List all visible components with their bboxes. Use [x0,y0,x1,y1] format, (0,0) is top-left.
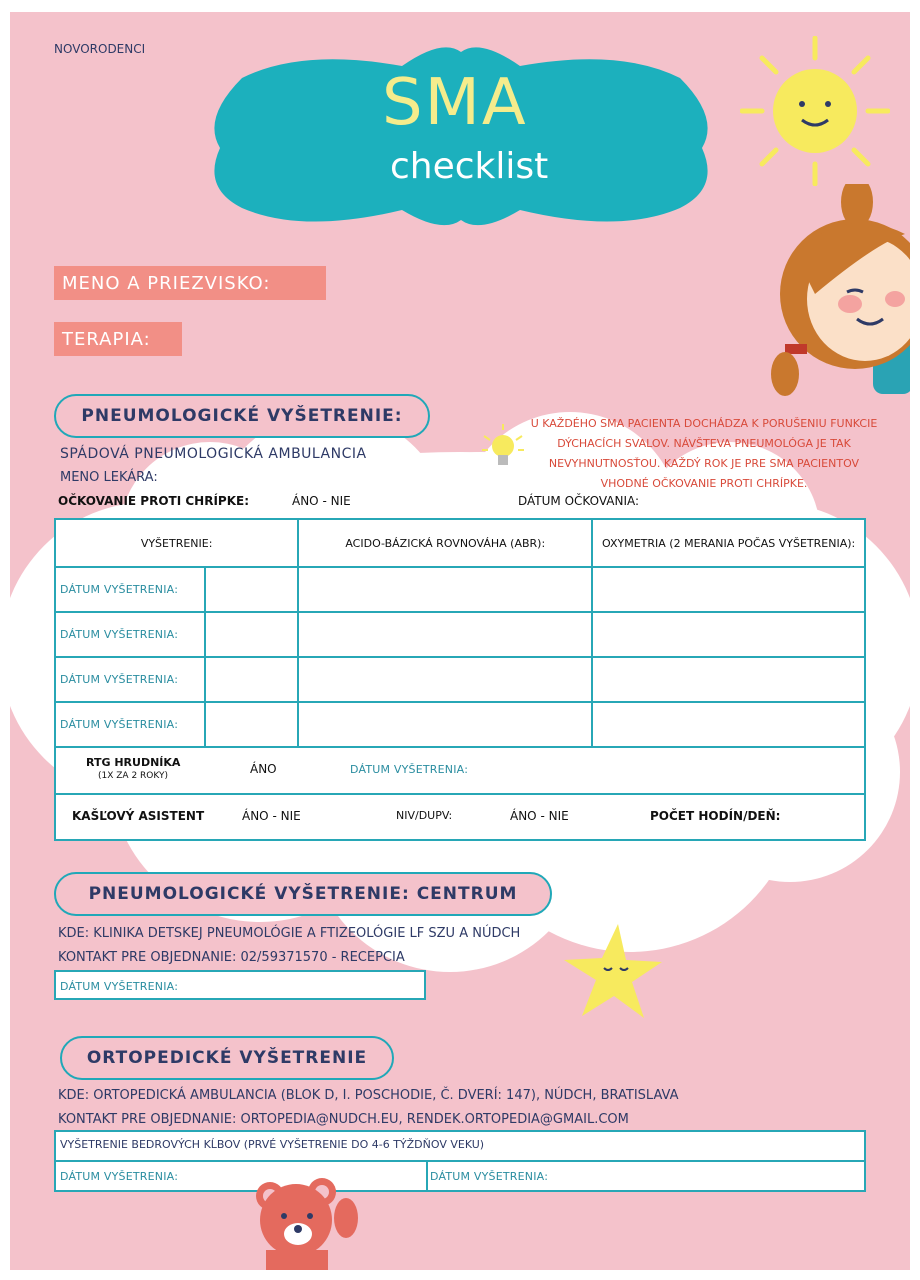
page [10,12,910,1270]
centrum-date-field[interactable] [54,970,426,1000]
row-date-cell[interactable] [205,567,298,612]
vaccine-date-label: DÁTUM OČKOVANIA: [518,494,640,508]
teddy-bear-icon [250,1178,362,1270]
patient-name-label: MENO A PRIEZVISKO: [54,266,326,300]
hours-per-day-label: POČET HODÍN/DEŇ: [650,809,781,823]
table-row [55,702,865,747]
star-icon [558,918,664,1024]
divider [426,1162,428,1192]
table-header-oxymetry: OXYMETRIA (2 MERANIA POČAS VYŠETRENIA): [592,519,865,567]
cough-assistant-label: KAŠĽOVÝ ASISTENT [72,809,205,823]
therapy-label: TERAPIA: [54,322,182,356]
row-oxymetry-cell[interactable] [592,657,865,702]
girl-illustration [755,184,910,399]
flu-vaccine-options[interactable]: ÁNO - NIE [292,494,351,508]
ortho-exam-box [54,1130,866,1192]
pneumo-exam-table [54,518,866,841]
page-subtitle: checklist [390,146,549,187]
hip-exam-label: VYŠETRENIE BEDROVÝCH KĹBOV (PRVÉ VYŠETRENIE DO 4-6 TÝŽDŇOV VEKU) [60,1138,485,1151]
row-abr-cell[interactable] [298,657,592,702]
row-date-cell[interactable] [205,702,298,747]
row-oxymetry-cell[interactable] [592,702,865,747]
table-row [55,567,865,612]
rtg-label: RTG HRUDNÍKA [86,756,181,769]
section-heading-pneumo: PNEUMOLOGICKÉ VYŠETRENIE: [54,394,430,438]
pneumo-info-note: U KAŽDÉHO SMA PACIENTA DOCHÁDZA K PORUŠENIU FUNKCIE DÝCHACÍCH SVALOV. NÁVŠTEVA PNEUMOLÓGA JE TAK NEVYHNUTNOSŤOU. KAŽDÝ ROK JE PRE SMA PACIENTOV VHODNÉ OČKOVANIE PROTI CHRÍPKE. [530,417,878,490]
niv-options[interactable]: ÁNO - NIE [510,809,569,823]
rtg-row [55,747,865,794]
row-abr-cell[interactable] [298,702,592,747]
table-row [55,612,865,657]
cough-assistant-options[interactable]: ÁNO - NIE [242,809,301,823]
page-title: SMA [382,66,528,140]
table-header-abr: ACIDO-BÁZICKÁ ROVNOVÁHA (ABR): [298,519,592,567]
centrum-location: KDE: KLINIKA DETSKEJ PNEUMOLÓGIE A FTIZEOLÓGIE LF SZU A NÚDCH [58,926,521,941]
ortho-location: KDE: ORTOPEDICKÁ AMBULANCIA (BLOK D, I. POSCHODIE, Č. DVERÍ: 147), NÚDCH, BRATISLAVA [58,1088,679,1103]
ortho-date-label-2[interactable]: DÁTUM VYŠETRENIA: [430,1170,549,1183]
rtg-date-label: DÁTUM VYŠETRENIA: [350,763,469,776]
niv-label: NIV/DUPV: [396,809,453,822]
ortho-contact: KONTAKT PRE OBJEDNANIE: ORTOPEDIA@NUDCH.EU, RENDEK.ORTOPEDIA@GMAIL.COM [58,1112,629,1127]
table-row [55,657,865,702]
centrum-contact: KONTAKT PRE OBJEDNANIE: 02/59371570 - RECEPCIA [58,950,405,965]
rtg-answer[interactable]: ÁNO [250,762,277,776]
row-oxymetry-cell[interactable] [592,567,865,612]
row-oxymetry-cell[interactable] [592,612,865,657]
row-date-cell[interactable] [205,657,298,702]
section-heading-centrum: PNEUMOLOGICKÉ VYŠETRENIE: CENTRUM [54,872,552,916]
divider [56,1160,864,1162]
doctor-name-label: MENO LEKÁRA: [60,470,158,485]
section-heading-ortho: ORTOPEDICKÉ VYŠETRENIE [60,1036,394,1080]
row-date-label: DÁTUM VYŠETRENIA: [55,612,205,657]
sun-icon [740,36,890,186]
row-date-label: DÁTUM VYŠETRENIA: [55,702,205,747]
lightbulb-icon [480,422,526,474]
row-abr-cell[interactable] [298,567,592,612]
table-header-exam: VYŠETRENIE: [55,519,298,567]
cough-row [55,794,865,840]
row-date-cell[interactable] [205,612,298,657]
centrum-date-label: DÁTUM VYŠETRENIA: [60,980,179,993]
row-abr-cell[interactable] [298,612,592,657]
row-date-label: DÁTUM VYŠETRENIA: [55,567,205,612]
flu-vaccine-label: OČKOVANIE PROTI CHRÍPKE: [58,494,249,508]
ambulance-label: SPÁDOVÁ PNEUMOLOGICKÁ AMBULANCIA [60,446,367,462]
rtg-frequency: (1X ZA 2 ROKY) [98,771,168,781]
row-date-label: DÁTUM VYŠETRENIA: [55,657,205,702]
category-label: NOVORODENCI [54,42,146,56]
ortho-date-label-1[interactable]: DÁTUM VYŠETRENIA: [60,1170,179,1183]
